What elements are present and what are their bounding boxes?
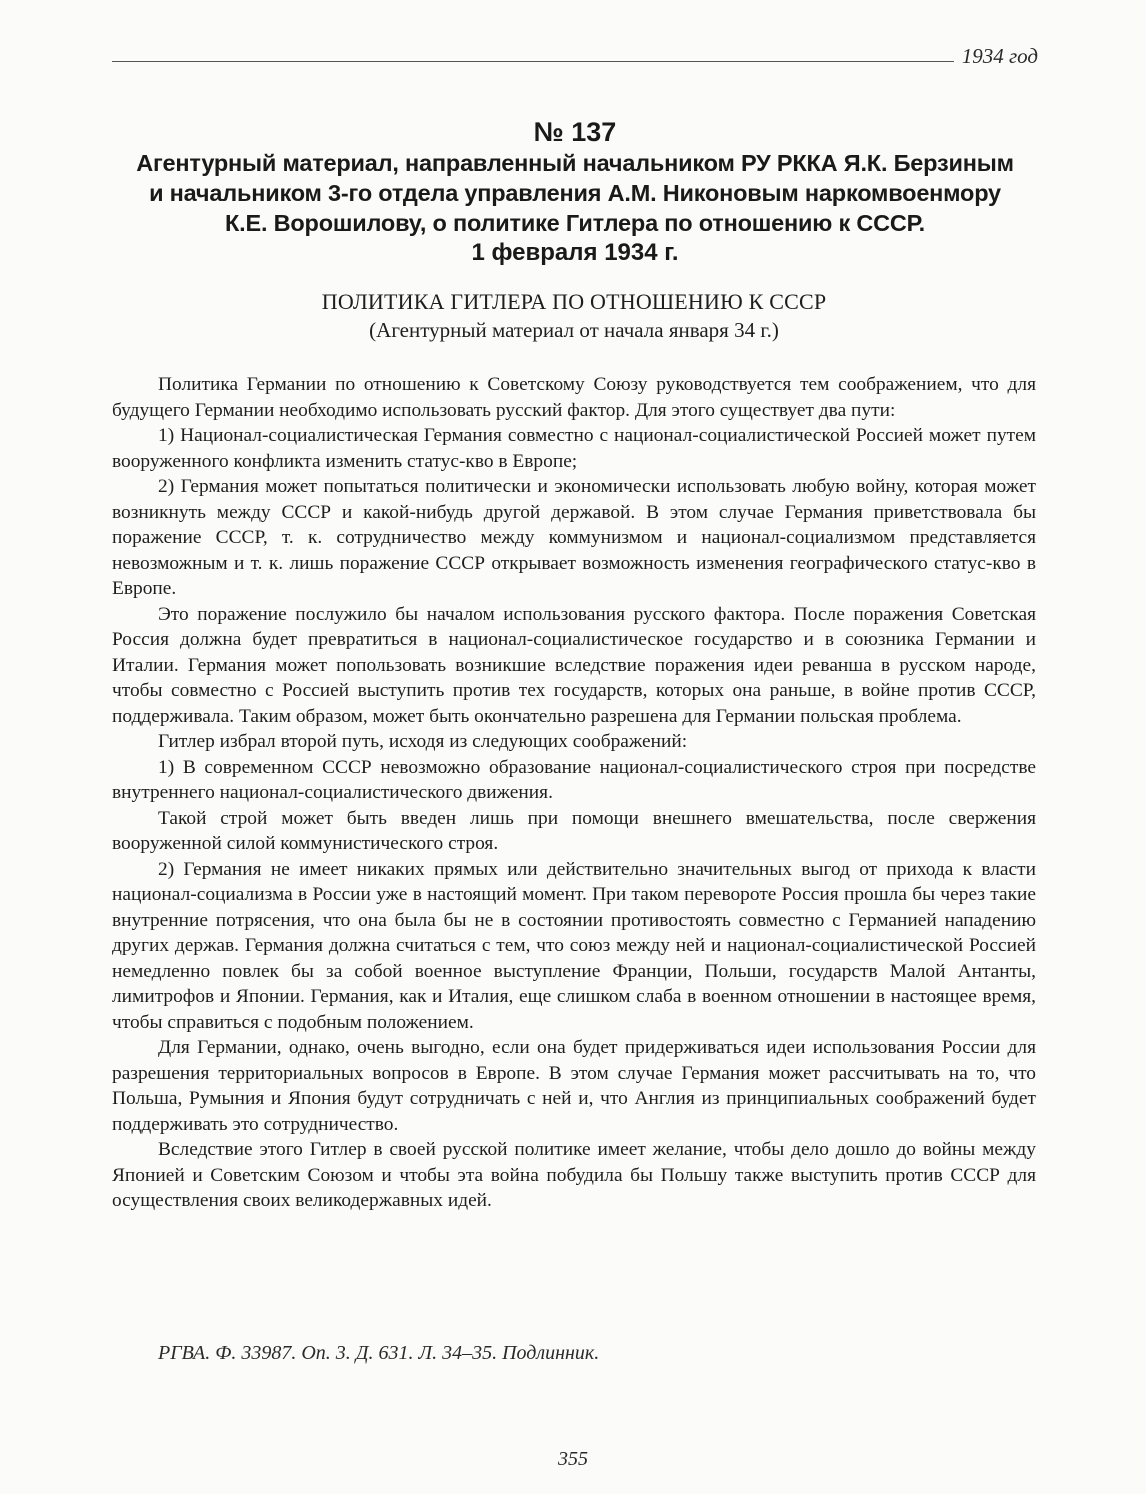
document-title-line: и начальником 3-го отдела управления А.М. Никоновым наркомвоенмору — [149, 180, 1001, 206]
paragraph: Вследствие этого Гитлер в своей русской политике имеет желание, чтобы дело дошло до войны между Японией и Советским Союзом и чтобы эта война побудила бы Польшу также выступить против СССР для осуществления своих великодержавных идей. — [112, 1139, 1036, 1211]
paragraph: 1) В современном СССР невозможно образование национал-социалистического строя при посредстве внутреннего национал-социалистического движения. — [112, 756, 1036, 803]
section-heading — [112, 288, 1036, 344]
document-title-line: К.Е. Ворошилову, о политике Гитлера по отношению к СССР. — [225, 210, 925, 236]
running-header — [112, 42, 1040, 72]
paragraph: 1) Национал-социалистическая Германия совместно с национал-социалистической Россией может путем вооруженного конфликта изменить статус-кво в Европе; — [112, 425, 1036, 472]
document-date: 1 февраля 1934 г. — [471, 239, 679, 266]
paragraph: 2) Германия может попытаться политически и экономически использовать любую войну, которая может возникнуть между СССР и какой-нибудь другой державой. В этом случае Германия приветствовала бы поражение СССР, т. к. сотрудничество между коммунизмом и национал-социализмом представляется невозможным и т. к. лишь поражение СССР открывает возможность изменения географического статус-кво в Европе. — [112, 476, 1036, 599]
document-title-line: Агентурный материал, направленный начальником РУ РККА Я.К. Берзиным — [136, 150, 1014, 176]
paragraph: Это поражение послужило бы началом использования русского фактора. После поражения Советская Россия должна будет превратиться в национал-социалистическое государство и в союзника Германии и Италии. Германия может попользовать возникшие вследствие поражения идеи реванша в русском народе, чтобы совместно с Россией выступить против тех государств, которых она раньше, в войне против СССР, поддерживала. Таким образом, может быть окончательно разрешена для Германии польская проблема. — [112, 603, 1036, 727]
body-text — [112, 372, 1036, 1214]
page-number: 355 — [558, 1448, 588, 1470]
header-rule — [112, 61, 954, 62]
paragraph: Политика Германии по отношению к Советскому Союзу руководствуется тем соображением, что для будущего Германии необходимо использовать русский фактор. Для этого существует два пути: — [112, 374, 1036, 421]
section-title: ПОЛИТИКА ГИТЛЕРА ПО ОТНОШЕНИЮ К СССР — [321, 289, 827, 314]
document-number: № 137 — [533, 117, 617, 147]
paragraph: Такой строй может быть введен лишь при помощи внешнего вмешательства, после свержения вооруженной силой коммунистического строя. — [112, 807, 1036, 854]
paragraph: 2) Германия не имеет никаких прямых или действительно значительных выгод от прихода к власти национал-социализма в России уже в настоящий момент. При таком перевороте Россия прошла бы через такие внутренние потрясения, что она была бы не в состоянии противостоять совместно с Германией нападению других держав. Германия должна считаться с тем, что союз между ней и национал-социалистической Россией немедленно повлек бы за собой военное выступление Франции, Польши, государств Малой Антанты, лимитрофов и Японии. Германия, как и Италия, еще слишком слаба в военном отношении в настоящее время, чтобы справиться с подобным положением. — [112, 858, 1036, 1033]
paragraph: Гитлер избрал второй путь, исходя из следующих соображений: — [158, 731, 688, 752]
running-header-year: 1934 год — [961, 44, 1038, 68]
document-header — [80, 116, 1070, 268]
paragraph: Для Германии, однако, очень выгодно, если она будет придерживаться идеи использования России для разрешения территориальных вопросов в Европе. В этом случае Германия может рассчитывать на то, что Польша, Румыния и Япония будут сотрудничать с ней и, что Англия из принципиальных соображений будет поддерживать это сотрудничество. — [112, 1037, 1036, 1135]
document-title — [80, 148, 1070, 238]
section-subtitle: (Агентурный материал от начала января 34 г.) — [369, 318, 779, 342]
archive-source: РГВА. Ф. 33987. Оп. 3. Д. 631. Л. 34–35. Подлинник. — [158, 1342, 600, 1364]
